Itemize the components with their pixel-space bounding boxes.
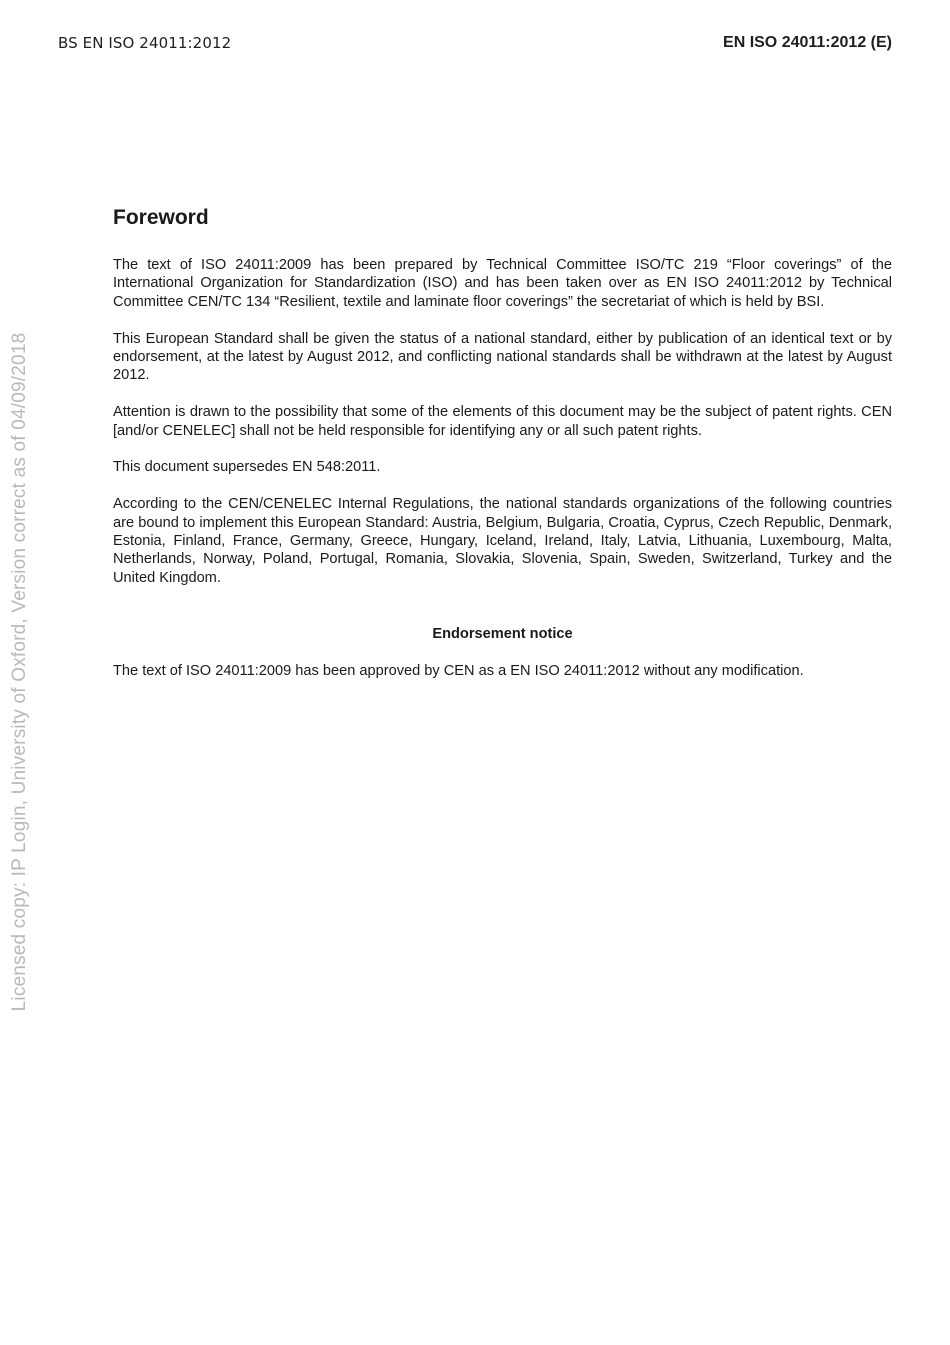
foreword-section bbox=[113, 206, 892, 699]
header-document-id: BS EN ISO 24011:2012 bbox=[58, 34, 232, 52]
foreword-paragraph-3: Attention is drawn to the possibility that some of the elements of this document may be the subject of patent rights. CEN [and/or CENELEC] shall not be held responsible for identifying any or all such patent rights. bbox=[113, 404, 892, 439]
foreword-paragraph-1: The text of ISO 24011:2009 has been prepared by Technical Committee ISO/TC 219 “Floor coverings” of the International Organization for Standardization (ISO) and has been taken over as EN ISO 24011:2012 by Technical Committee CEN/TC 134 “Resilient, textile and laminate floor coverings” the secretariat of which is held by BSI. bbox=[113, 257, 892, 310]
endorsement-heading: Endorsement notice bbox=[432, 626, 573, 643]
header-standard-id: EN ISO 24011:2012 (E) bbox=[723, 34, 892, 51]
foreword-title: Foreword bbox=[113, 206, 209, 229]
endorsement-text: The text of ISO 24011:2009 has been approved by CEN as a EN ISO 24011:2012 without any modification. bbox=[113, 663, 804, 680]
license-watermark: Licensed copy: IP Login, University of Oxford, Version correct as of 04/09/2018 bbox=[9, 332, 30, 1012]
foreword-paragraph-2: This European Standard shall be given the status of a national standard, either by publication of an identical text or by endorsement, at the latest by August 2012, and conflicting national standards shall be withdrawn at the latest by August 2012. bbox=[113, 330, 892, 384]
foreword-paragraph-4: This document supersedes EN 548:2011. bbox=[113, 459, 381, 476]
foreword-paragraph-5: According to the CEN/CENELEC Internal Regulations, the national standards organizations of the following countries are bound to implement this European Standard: Austria, Belgium, Bulgaria, Croatia, Cyprus, Czech Republic, Denmark, Estonia, Finland, France, Germany, Greece, Hungary, Iceland, Ireland, Italy, Latvia, Lithuania, Luxembourg, Malta, Netherlands, Norway, Poland, Portugal, Romania, Slovakia, Slovenia, Spain, Sweden, Switzerland, Turkey and the United Kingdom. bbox=[113, 496, 892, 586]
